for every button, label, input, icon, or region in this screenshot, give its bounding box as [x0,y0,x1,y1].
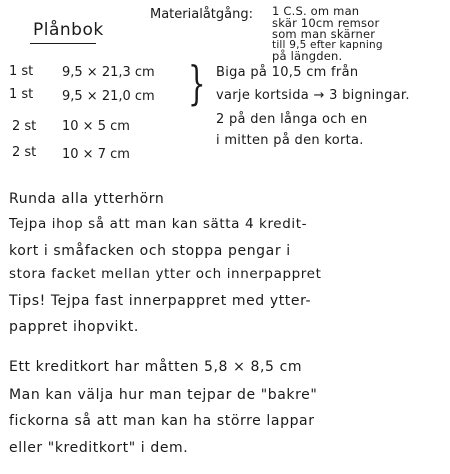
folding-note-line: i mitten på den korta. [216,133,364,148]
instruction-line: eller "kreditkort" i dem. [9,440,189,456]
folding-note-line: 2 på den långa och en [216,112,368,127]
materials-note-line: skär 10cm remsor [272,16,380,30]
brace-glyph: } [188,56,206,110]
instruction-line: kort i småfacken och stoppa pengar i [9,243,291,259]
instruction-line: stora facket mellan ytter och innerpappret [9,266,322,282]
part-quantity: 2 st [12,119,37,134]
part-quantity: 2 st [12,145,37,160]
instruction-line: Man kan välja hur man tejpar de "bakre" [9,387,318,403]
folding-note-line: varje kortsida → 3 bigningar. [216,88,410,103]
instruction-line: pappret ihopvikt. [9,319,139,335]
materials-note-line: till 9,5 efter kapning [272,39,383,51]
part-dimensions: 9,5 × 21,0 cm [62,89,155,104]
materials-note-line: på längden. [272,49,343,63]
instruction-line: fickorna så att man kan ha större lappar [9,413,315,429]
instruction-line: Runda alla ytterhörn [9,191,165,207]
page-title: Plånbok [33,20,104,40]
title-underline [30,43,96,44]
materials-note-line: som man skärner [272,27,376,41]
materials-note-line: 1 C.S. om man [272,4,360,18]
part-quantity: 1 st [9,87,34,102]
instruction-line: Tips! Tejpa fast innerpappret med ytter- [9,293,312,309]
instruction-line: Ett kreditkort har måtten 5,8 × 8,5 cm [9,359,303,375]
materials-label: Materialåtgång: [150,7,253,22]
instruction-line: Tejpa ihop så att man kan sätta 4 kredit- [9,216,308,232]
part-dimensions: 10 × 5 cm [62,119,130,134]
part-dimensions: 10 × 7 cm [62,147,130,162]
part-dimensions: 9,5 × 21,3 cm [62,65,155,80]
folding-note-line: Biga på 10,5 cm från [216,65,359,80]
part-quantity: 1 st [9,64,34,79]
